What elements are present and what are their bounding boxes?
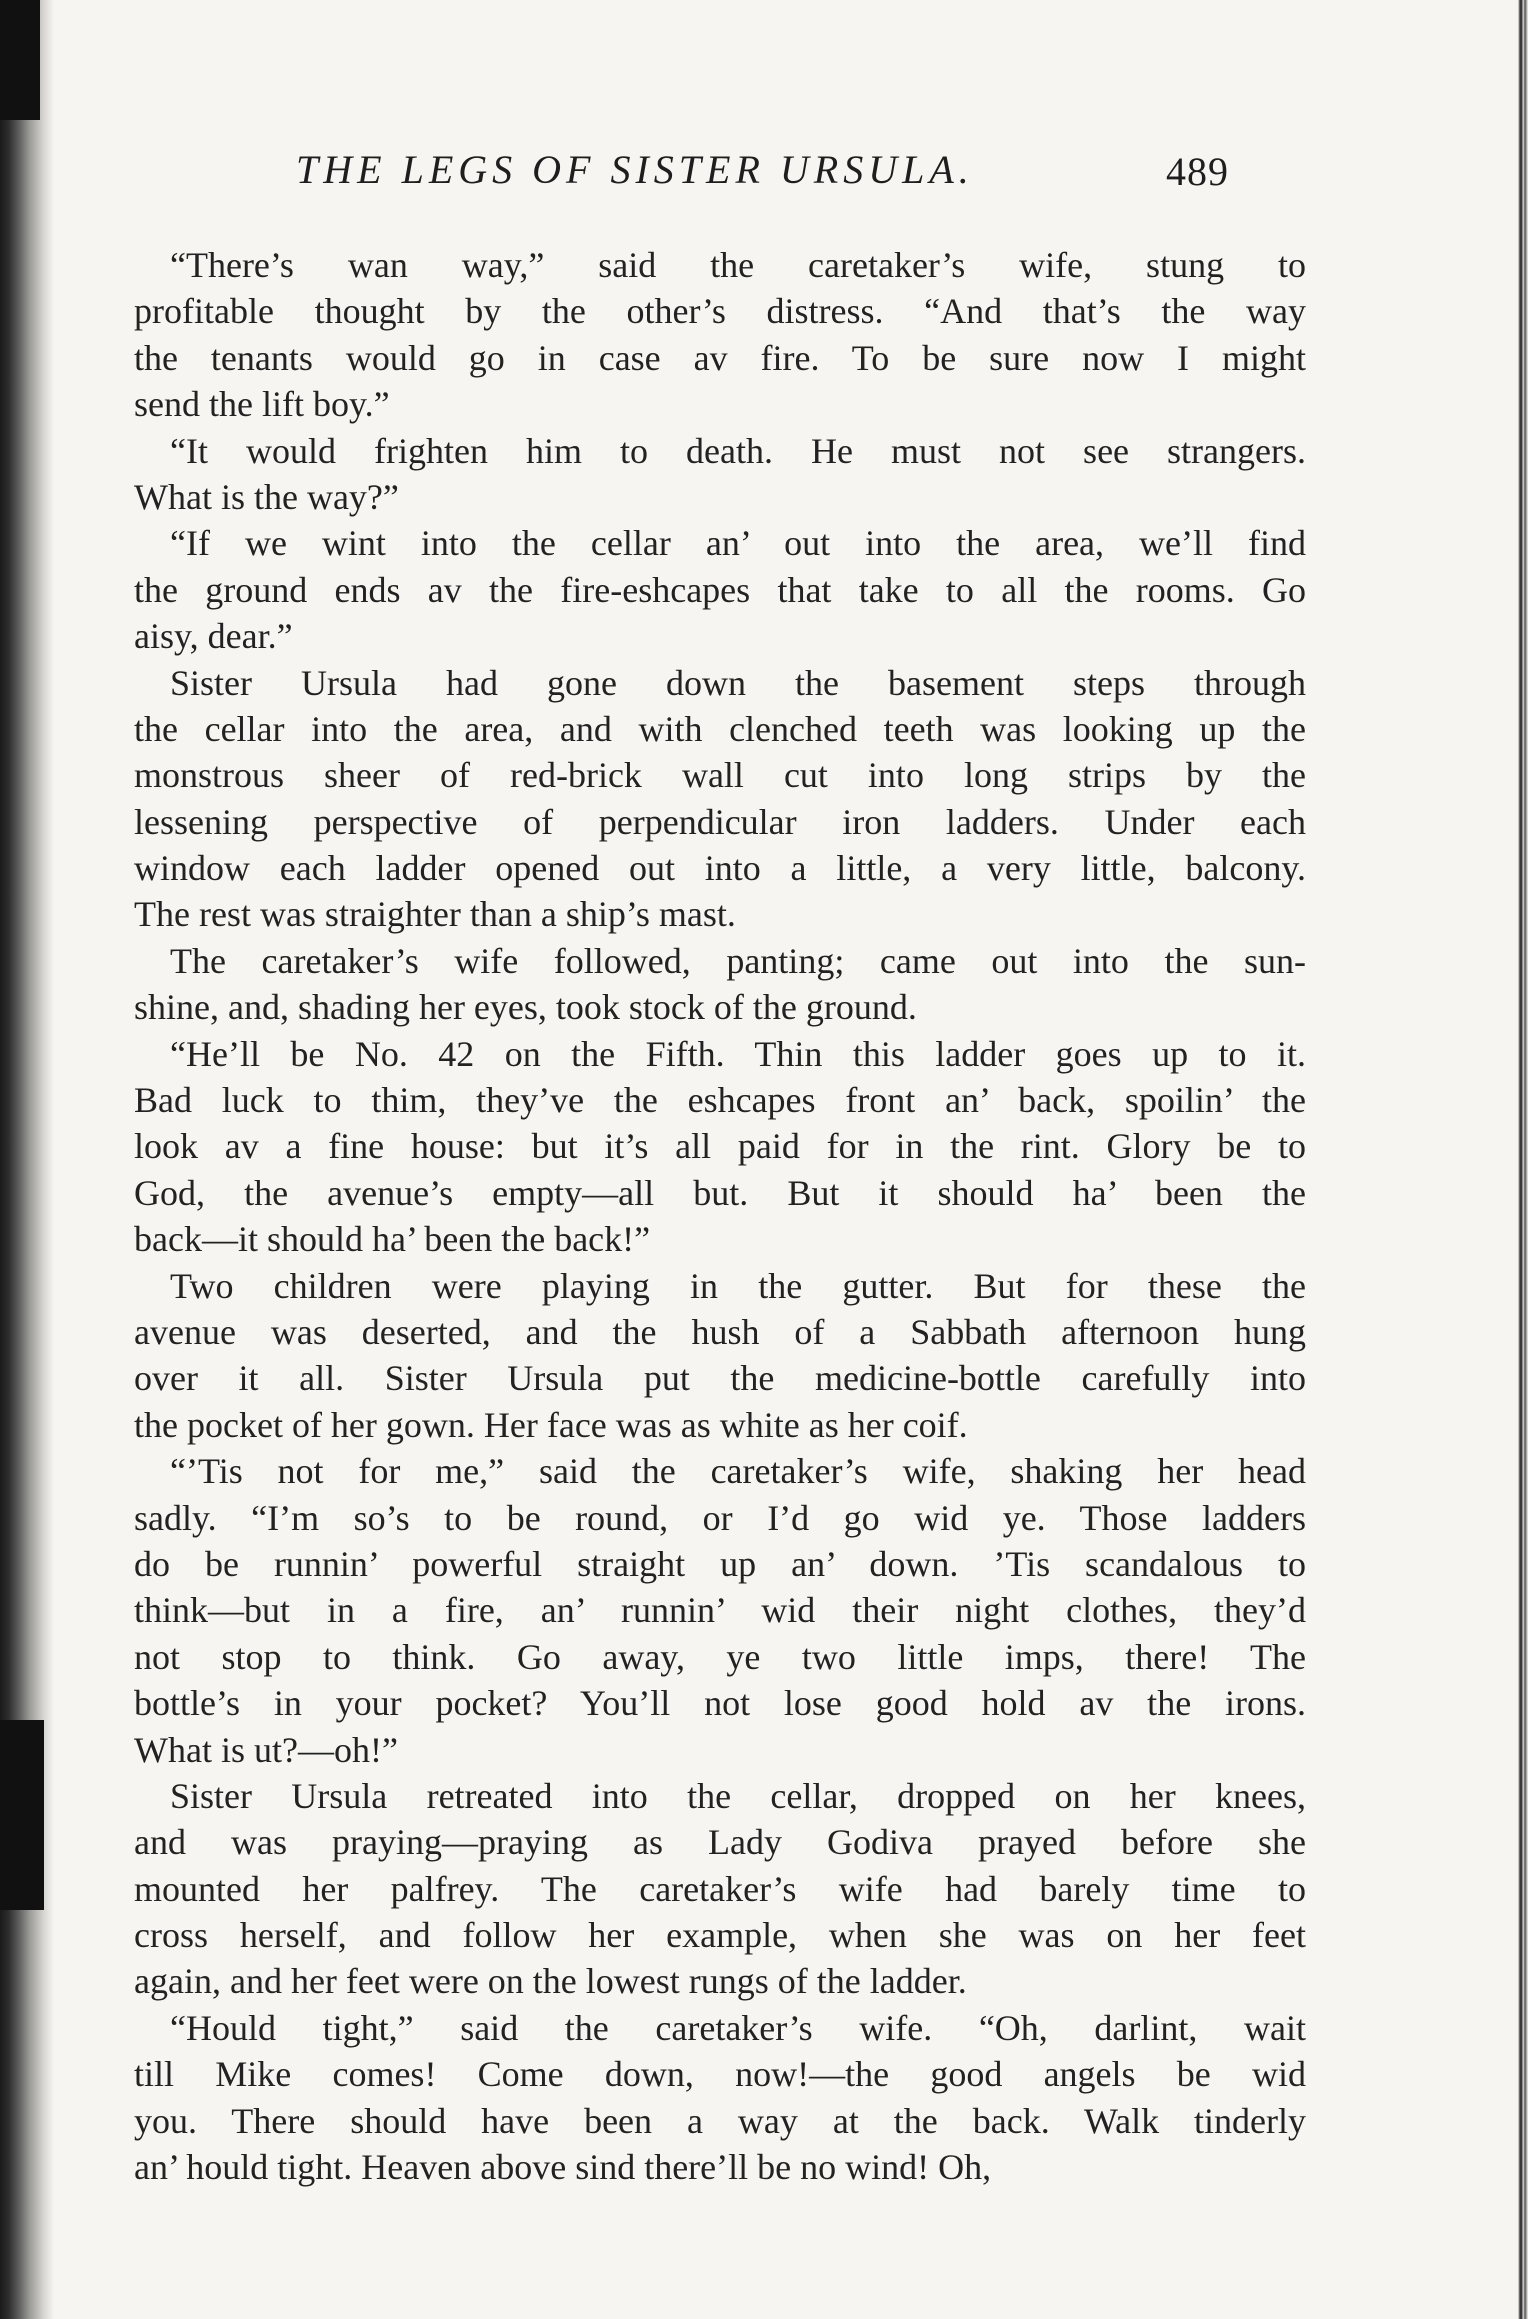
paragraph bbox=[134, 1031, 1306, 1263]
text-line: the tenants would go in case av fire. To be sure now I might bbox=[134, 337, 1306, 378]
text-line: do be runnin’ powerful straight up an’ down. ’Tis scandalous to bbox=[134, 1543, 1306, 1584]
text-line: look av a fine house: but it’s all paid for in the rint. Glory be to bbox=[134, 1126, 1306, 1167]
text-line: not stop to think. Go away, ye two little imps, there! The bbox=[134, 1636, 1306, 1677]
book-binding-edge bbox=[0, 0, 54, 2319]
text-line: again, and her feet were on the lowest rungs of the ladder. bbox=[134, 1961, 967, 2002]
text-line: mounted her palfrey. The caretaker’s wife had barely time to bbox=[134, 1868, 1306, 1909]
text-line: bottle’s in your pocket? You’ll not lose good hold av the irons. bbox=[134, 1683, 1306, 1724]
running-head: THE LEGS OF SISTER URSULA. bbox=[296, 147, 974, 192]
page-number: 489 bbox=[1166, 149, 1229, 194]
text-line: send the lift boy.” bbox=[134, 384, 390, 425]
paragraph bbox=[134, 660, 1306, 938]
text-line: “There’s wan way,” said the caretaker’s wife, stung to bbox=[170, 245, 1306, 285]
text-line: What is the way?” bbox=[134, 476, 399, 517]
text-line: Sister Ursula had gone down the basement steps through bbox=[170, 662, 1306, 703]
paragraph bbox=[134, 1263, 1306, 1449]
text-line: “If we wint into the cellar an’ out into the area, we’ll find bbox=[170, 523, 1306, 564]
text-line: What is ut?—oh!” bbox=[134, 1729, 398, 1770]
text-line: Two children were playing in the gutter. But for these the bbox=[170, 1265, 1306, 1306]
text-line: aisy, dear.” bbox=[134, 616, 293, 657]
text-line: you. There should have been a way at the back. Walk tinderly bbox=[134, 2100, 1306, 2141]
paragraph bbox=[134, 242, 1306, 428]
text-line: and was praying—praying as Lady Godiva prayed before she bbox=[134, 1822, 1306, 1863]
text-line: cross herself, and follow her example, when she was on her feet bbox=[134, 1915, 1306, 1956]
text-line: sadly. “I’m so’s to be round, or I’d go wid ye. Those ladders bbox=[134, 1497, 1306, 1538]
text-line: the pocket of her gown. Her face was as white as her coif. bbox=[134, 1404, 968, 1445]
text-line: The caretaker’s wife followed, panting; came out into the sun- bbox=[170, 940, 1306, 981]
paragraph bbox=[134, 1773, 1306, 2005]
paragraph bbox=[134, 938, 1306, 1031]
text-line: profitable thought by the other’s distress. “And that’s the way bbox=[134, 291, 1306, 332]
text-line: God, the avenue’s empty—all but. But it should ha’ been the bbox=[134, 1172, 1306, 1213]
text-line: till Mike comes! Come down, now!—the good angels be wid bbox=[134, 2054, 1306, 2095]
text-line: “He’ll be No. 42 on the Fifth. Thin this ladder goes up to it. bbox=[170, 1033, 1306, 1074]
text-body bbox=[134, 242, 1306, 2190]
text-line: lessening perspective of perpendicular iron ladders. Under each bbox=[134, 801, 1306, 842]
paragraph bbox=[134, 1448, 1306, 1773]
text-line: think—but in a fire, an’ runnin’ wid their night clothes, they’d bbox=[134, 1590, 1306, 1631]
text-line: monstrous sheer of red-brick wall cut into long strips by the bbox=[134, 755, 1306, 796]
text-line: shine, and, shading her eyes, took stock of the ground. bbox=[134, 987, 917, 1028]
page-header bbox=[296, 140, 1296, 200]
text-line: over it all. Sister Ursula put the medicine-bottle carefully into bbox=[134, 1358, 1306, 1399]
text-line: window each ladder opened out into a little, a very little, balcony. bbox=[134, 848, 1306, 889]
text-line: The rest was straighter than a ship’s mast. bbox=[134, 894, 736, 935]
text-line: back—it should ha’ been the back!” bbox=[134, 1219, 651, 1260]
paragraph bbox=[134, 428, 1306, 521]
text-line: “It would frighten him to death. He must not see strangers. bbox=[170, 430, 1306, 471]
text-line: an’ hould tight. Heaven above sind there’ll be no wind! Oh, bbox=[134, 2147, 992, 2188]
text-line: Sister Ursula retreated into the cellar, dropped on her knees, bbox=[170, 1775, 1306, 1816]
text-line: “’Tis not for me,” said the caretaker’s wife, shaking her head bbox=[170, 1451, 1306, 1492]
text-line: the ground ends av the fire-eshcapes that take to all the rooms. Go bbox=[134, 569, 1306, 610]
text-line: avenue was deserted, and the hush of a Sabbath afternoon hung bbox=[134, 1311, 1306, 1352]
paragraph bbox=[134, 2005, 1306, 2191]
text-line: the cellar into the area, and with clenched teeth was looking up the bbox=[134, 708, 1306, 749]
text-line: “Hould tight,” said the caretaker’s wife. “Oh, darlint, wait bbox=[170, 2007, 1306, 2048]
page-edge-rule bbox=[1518, 0, 1528, 2319]
paragraph bbox=[134, 520, 1306, 659]
text-line: Bad luck to thim, they’ve the eshcapes front an’ back, spoilin’ the bbox=[134, 1080, 1306, 1121]
